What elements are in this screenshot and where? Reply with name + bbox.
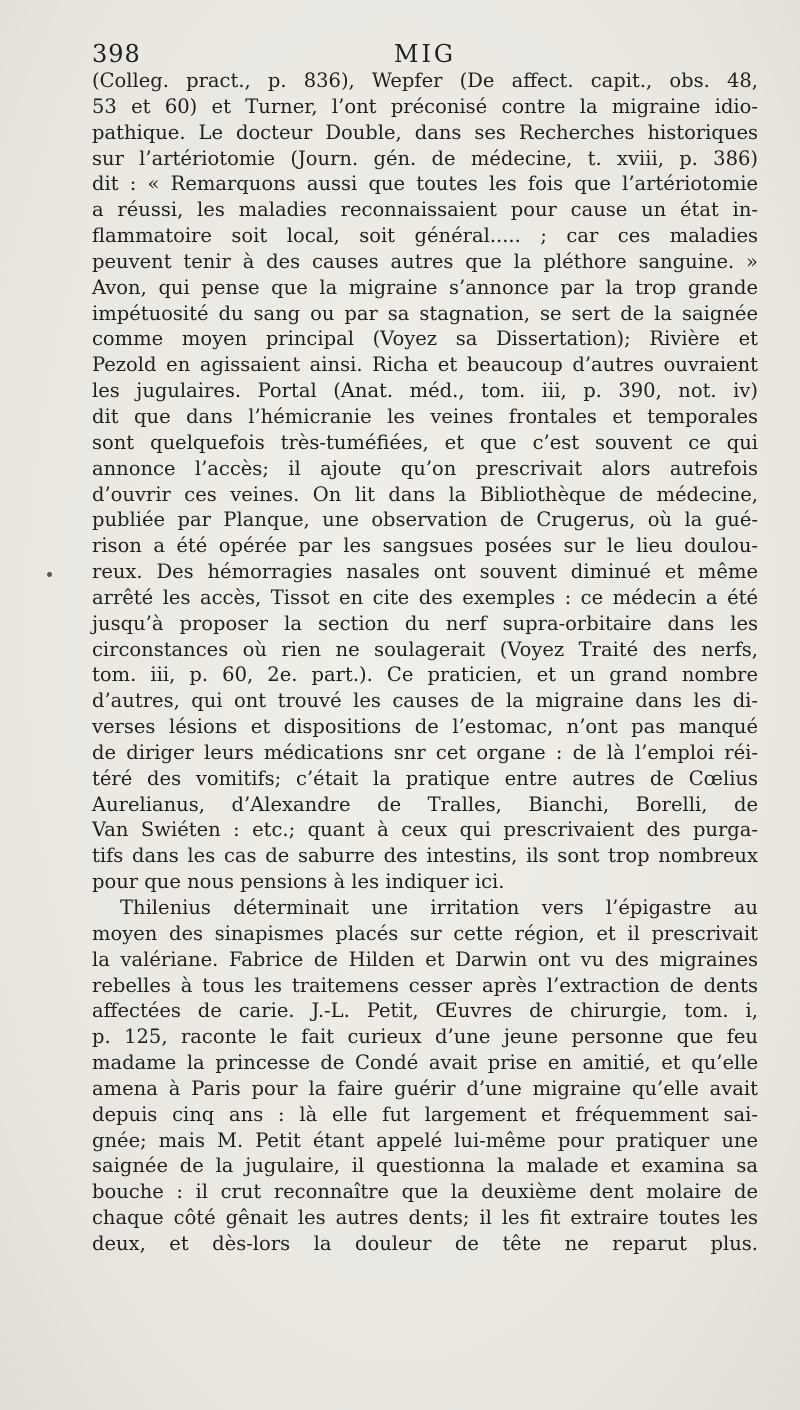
text-line: arrêté les accès, Tissot en cite des exemples : ce médecin a été — [92, 585, 758, 609]
margin-mark — [47, 572, 52, 577]
text-line: peuvent tenir à des causes autres que la pléthore sanguine. » — [92, 249, 758, 273]
text-line: verses lésions et dispositions de l’estomac, n’ont pas manqué — [92, 715, 758, 739]
text-line: madame la princesse de Condé avait prise en amitié, et qu’elle — [92, 1051, 758, 1075]
text-line: téré des vomitifs; c’était la pratique entre autres de Cœlius — [92, 766, 758, 790]
text-line: d’ouvrir ces veines. On lit dans la Bibliothèque de médecine, — [92, 482, 758, 506]
paragraph-start-line: Thilenius déterminait une irritation vers l’épigastre au — [120, 896, 758, 919]
text-line: Pezold en agissaient ainsi. Richa et beaucoup d’autres ouvraient — [92, 353, 758, 377]
text-line: tifs dans les cas de saburre des intestins, ils sont trop nombreux — [92, 844, 758, 868]
text-line: les jugulaires. Portal (Anat. méd., tom. iii, p. 390, not. iv) — [92, 379, 758, 403]
text-line: annonce l’accès; il ajoute qu’on prescrivait alors autrefois — [92, 456, 758, 480]
text-line: a réussi, les maladies reconnaissaient pour cause un état in- — [92, 198, 758, 222]
text-line: dit : « Remarquons aussi que toutes les fois que l’artériotomie — [92, 172, 758, 196]
text-line: circonstances où rien ne soulagerait (Voyez Traité des nerfs, — [92, 637, 758, 661]
text-line: la valériane. Fabrice de Hilden et Darwin ont vu des migraines — [92, 947, 758, 971]
text-line: gnée; mais M. Petit étant appelé lui-même pour pratiquer une — [92, 1128, 758, 1152]
text-line: amena à Paris pour la faire guérir d’une migraine qu’elle avait — [92, 1076, 758, 1100]
page-number: 398 — [92, 40, 141, 68]
text-line: rison a été opérée par les sangsues posées sur le lieu doulou- — [92, 534, 758, 558]
text-line: chaque côté gênait les autres dents; il les fit extraire toutes les — [92, 1206, 758, 1230]
text-line: de diriger leurs médications snr cet organe : de là l’emploi réi- — [92, 740, 758, 764]
text-line: sont quelquefois très-tuméfiées, et que c’est souvent ce qui — [92, 430, 758, 454]
text-line: publiée par Planque, une observation de Crugerus, où la gué- — [92, 508, 758, 532]
text-line: reux. Des hémorragies nasales ont souvent diminué et même — [92, 560, 758, 584]
page-header — [92, 40, 758, 70]
text-line: p. 125, raconte le fait curieux d’une jeune personne que feu — [92, 1025, 758, 1049]
text-line: jusqu’à proposer la section du nerf supra-orbitaire dans les — [92, 611, 758, 635]
text-line: (Colleg. pract., p. 836), Wepfer (De affect. capit., obs. 48, — [92, 69, 758, 92]
text-line: rebelles à tous les traitemens cesser après l’extraction de dents — [92, 973, 758, 997]
text-line: sur l’artériotomie (Journ. gén. de médecine, t. xviii, p. 386) — [92, 146, 758, 170]
paragraph-end-line: pour que nous pensions à les indiquer ici. — [92, 870, 505, 894]
text-line: tom. iii, p. 60, 2e. part.). Ce praticien, et un grand nombre — [92, 663, 758, 687]
running-head: MIG — [393, 40, 457, 68]
text-line: depuis cinq ans : là elle fut largement et fréquemment sai- — [92, 1102, 758, 1126]
text-line: d’autres, qui ont trouvé les causes de la migraine dans les di- — [92, 689, 758, 713]
text-line: deux, et dès-lors la douleur de tête ne reparut plus. — [92, 1231, 758, 1255]
text-line: impétuosité du sang ou par sa stagnation, se sert de la saignée — [92, 301, 758, 325]
text-line: flammatoire soit local, soit général..... ; car ces maladies — [92, 224, 758, 248]
text-line: Avon, qui pense que la migraine s’annonce par la trop grande — [92, 275, 758, 299]
text-line: moyen des sinapismes placés sur cette région, et il prescrivait — [92, 921, 758, 945]
paragraph-end-line — [92, 1257, 758, 1283]
text-line: saignée de la jugulaire, il questionna la malade et examina sa — [92, 1154, 758, 1178]
text-line: comme moyen principal (Voyez sa Dissertation); Rivière et — [92, 327, 758, 351]
text-line: 53 et 60) et Turner, l’ont préconisé contre la migraine idio- — [92, 94, 758, 118]
text-line: dit que dans l’hémicranie les veines frontales et temporales — [92, 404, 758, 428]
text-line: Aurelianus, d’Alexandre de Tralles, Bianchi, Borelli, de — [92, 792, 758, 816]
body-text — [92, 68, 758, 1283]
text-line: pathique. Le docteur Double, dans ses Recherches historiques — [92, 120, 758, 144]
text-line: Van Swiéten : etc.; quant à ceux qui prescrivaient des purga- — [92, 818, 758, 842]
text-line: bouche : il crut reconnaître que la deuxième dent molaire de — [92, 1180, 758, 1204]
text-line: affectées de carie. J.-L. Petit, Œuvres de chirurgie, tom. i, — [92, 999, 758, 1023]
